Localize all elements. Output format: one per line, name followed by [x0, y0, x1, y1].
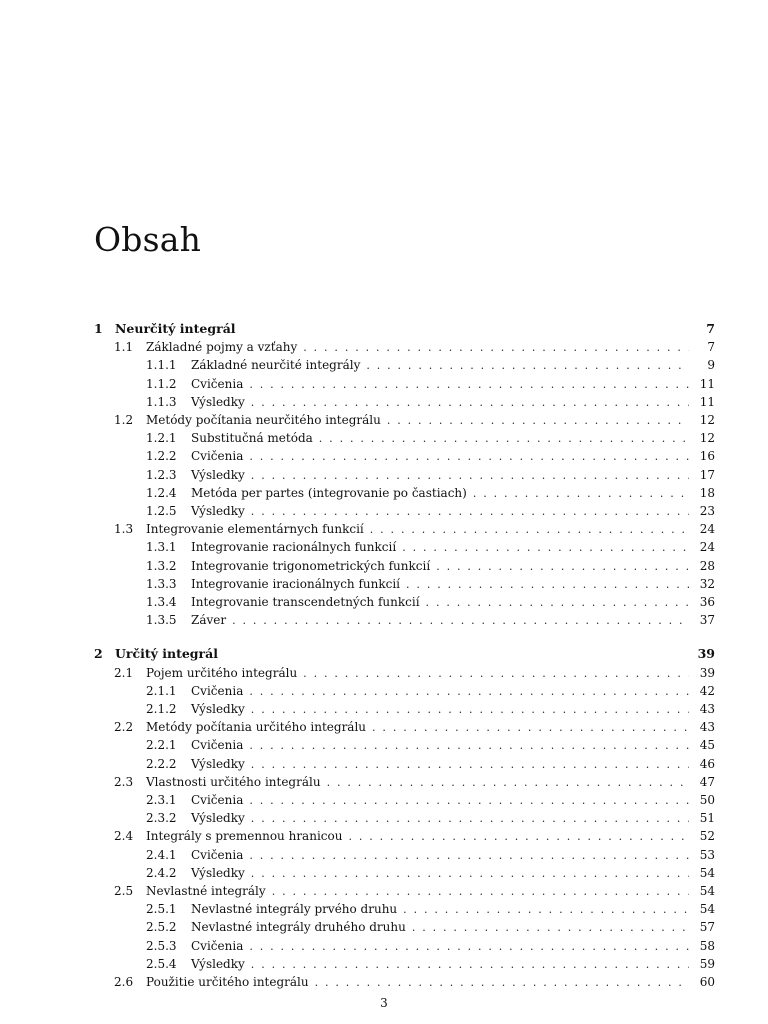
toc-entry-page-number: 28 — [699, 558, 715, 573]
toc-entry-number: 2.3.2 — [146, 811, 177, 826]
toc-entry-page-number: 52 — [699, 829, 715, 844]
toc-subsection-entry[interactable] — [94, 375, 715, 393]
toc-subsection-entry[interactable] — [94, 955, 715, 973]
toc-entry-number: 2.5.4 — [146, 956, 177, 971]
toc-entry-page-number: 24 — [699, 522, 715, 537]
toc-entry-number: 2.2 — [114, 720, 134, 735]
toc-subsection-entry[interactable] — [94, 557, 715, 575]
toc-subsection-entry[interactable] — [94, 356, 715, 374]
toc-dot-leader — [402, 539, 689, 557]
toc-dot-leader — [251, 701, 689, 719]
toc-entry-number: 1.1 — [114, 340, 134, 355]
toc-section-entry[interactable] — [94, 338, 715, 356]
toc-entry-number: 2.5.3 — [146, 938, 177, 953]
toc-entry-number: 2.2.2 — [146, 756, 177, 771]
toc-section-entry[interactable] — [94, 718, 715, 736]
toc-entry-number: 1.3.5 — [146, 613, 177, 628]
toc-entry-title: Cvičenia — [191, 938, 244, 953]
toc-entry-page-number: 54 — [699, 865, 715, 880]
toc-dot-leader — [315, 974, 689, 992]
toc-dot-leader — [426, 594, 689, 612]
toc-entry-title: Nevlastné integrály — [146, 884, 266, 898]
toc-entry-title: Integrovanie elementárnych funkcií — [146, 522, 364, 537]
toc-subsection-entry[interactable] — [94, 791, 715, 809]
toc-entry-number: 1 — [94, 321, 103, 336]
toc-entry-number: 2.5.2 — [146, 920, 177, 935]
toc-entry-number: 1.3.4 — [146, 595, 177, 609]
toc-entry-title: Metódy počítania neurčitého integrálu — [146, 413, 381, 427]
toc-subsection-entry[interactable] — [94, 918, 715, 936]
toc-dot-leader — [272, 883, 689, 901]
toc-subsection-entry[interactable] — [94, 538, 715, 556]
toc-entry-page-number: 16 — [699, 449, 715, 464]
toc-entry-title: Neurčitý integrál — [115, 321, 236, 336]
toc-entry-page-number: 43 — [699, 720, 715, 735]
toc-dot-leader — [387, 412, 689, 430]
toc-entry-page-number: 54 — [699, 884, 715, 898]
toc-entry-title: Záver — [191, 613, 227, 628]
toc-entry-page-number: 53 — [699, 847, 715, 862]
toc-entry-number: 1.3.2 — [146, 558, 177, 573]
toc-entry-number: 1.2.4 — [146, 485, 177, 500]
toc-entry-page-number: 18 — [699, 485, 715, 500]
toc-section-entry[interactable] — [94, 827, 715, 845]
toc-dot-leader — [366, 357, 689, 375]
toc-entry-page-number: 36 — [699, 595, 715, 609]
toc-entry-title: Substitučná metóda — [191, 431, 313, 446]
toc-entry-page-number: 12 — [699, 431, 715, 446]
toc-entry-page-number: 39 — [697, 646, 715, 662]
toc-entry-number: 2.4 — [114, 829, 134, 844]
toc-entry-title: Výsledky — [191, 504, 245, 518]
toc-subsection-entry[interactable] — [94, 575, 715, 593]
toc-dot-leader — [473, 485, 689, 503]
toc-entry-number: 1.1.3 — [146, 394, 177, 409]
toc-subsection-entry[interactable] — [94, 429, 715, 447]
toc-entry-title: Cvičenia — [191, 847, 244, 862]
toc-entry-number: 2.2.1 — [146, 738, 177, 753]
toc-entry-title: Základné neurčité integrály — [191, 358, 361, 373]
toc-entry-title: Pojem určitého integrálu — [146, 665, 298, 680]
toc-entry-page-number: 42 — [699, 683, 715, 698]
toc-entry-title: Integrovanie transcendetných funkcií — [191, 595, 420, 609]
toc-entry-page-number: 11 — [699, 394, 715, 409]
toc-entry-page-number: 43 — [699, 702, 715, 716]
toc-entry-title: Cvičenia — [191, 793, 244, 807]
toc-dot-leader — [249, 792, 689, 810]
toc-dot-leader — [251, 956, 689, 974]
toc-dot-leader — [348, 828, 689, 846]
toc-entry-title: Cvičenia — [191, 738, 244, 753]
toc-dot-leader — [249, 847, 689, 865]
toc-entry-page-number: 9 — [707, 358, 715, 373]
toc-subsection-entry[interactable] — [94, 700, 715, 718]
toc-entry-number: 2.5 — [114, 884, 134, 898]
toc-subsection-entry[interactable] — [94, 484, 715, 502]
toc-entry-page-number: 39 — [699, 665, 715, 680]
toc-subsection-entry[interactable] — [94, 846, 715, 864]
toc-entry-page-number: 24 — [699, 540, 715, 555]
toc-dot-leader — [249, 448, 689, 466]
toc-entry-number: 1.2.5 — [146, 504, 177, 518]
toc-entry-title: Výsledky — [191, 756, 245, 771]
toc-entry-page-number: 58 — [699, 938, 715, 953]
toc-entry-page-number: 32 — [699, 576, 715, 591]
toc-entry-number: 1.3.1 — [146, 540, 177, 555]
toc-dot-leader — [372, 719, 689, 737]
toc-entry-page-number: 12 — [699, 413, 715, 427]
toc-entry-page-number: 45 — [699, 738, 715, 753]
toc-entry-number: 1.1.2 — [146, 376, 177, 391]
toc-dot-leader — [249, 737, 689, 755]
toc-dot-leader — [412, 919, 689, 937]
toc-entry-number: 1.2.3 — [146, 467, 177, 482]
footer-page-number: 3 — [380, 996, 388, 1010]
toc-entry-title: Výsledky — [191, 811, 245, 826]
toc-entry-number: 2.1 — [114, 665, 134, 680]
toc-entry-number: 2.3 — [114, 774, 134, 789]
toc-entry-title: Nevlastné integrály prvého druhu — [191, 902, 398, 917]
toc-entry-page-number: 47 — [699, 774, 715, 789]
toc-chapter-entry[interactable] — [94, 645, 715, 663]
toc-entry-number: 1.3.3 — [146, 576, 177, 591]
toc-entry-number: 1.1.1 — [146, 358, 177, 373]
toc-entry-title: Výsledky — [191, 394, 245, 409]
toc-entry-title: Výsledky — [191, 956, 245, 971]
toc-subsection-entry[interactable] — [94, 447, 715, 465]
toc-dot-leader — [327, 774, 689, 792]
toc-entry-title: Výsledky — [191, 702, 245, 716]
toc-entry-page-number: 57 — [699, 920, 715, 935]
toc-section-entry[interactable] — [94, 664, 715, 682]
toc-dot-leader — [319, 430, 689, 448]
toc-entry-title: Integrovanie trigonometrických funkcií — [191, 558, 431, 573]
toc-subsection-entry[interactable] — [94, 393, 715, 411]
toc-entry-title: Cvičenia — [191, 449, 244, 464]
toc-section-entry[interactable] — [94, 773, 715, 791]
toc-entry-page-number: 7 — [706, 321, 715, 336]
toc-subsection-entry[interactable] — [94, 809, 715, 827]
toc-dot-leader — [251, 756, 689, 774]
toc-entry-number: 2.1.2 — [146, 702, 177, 716]
toc-entry-title: Integrovanie racionálnych funkcií — [191, 540, 397, 555]
toc-subsection-entry[interactable] — [94, 502, 715, 520]
toc-entry-title: Cvičenia — [191, 376, 244, 391]
toc-entry-number: 2.5.1 — [146, 902, 177, 917]
toc-entry-title: Vlastnosti určitého integrálu — [146, 774, 321, 789]
toc-entry-number: 2.6 — [114, 975, 134, 989]
toc-subsection-entry[interactable] — [94, 736, 715, 754]
toc-entry-title: Metóda per partes (integrovanie po častiach) — [191, 485, 467, 500]
toc-entry-title: Metódy počítania určitého integrálu — [146, 720, 367, 735]
toc-entry-number: 2.3.1 — [146, 793, 177, 807]
toc-entry-page-number: 59 — [699, 956, 715, 971]
toc-entry-number: 2.1.1 — [146, 683, 177, 698]
toc-dot-leader — [251, 394, 689, 412]
toc-dot-leader — [232, 612, 689, 630]
toc-subsection-entry[interactable] — [94, 900, 715, 918]
toc-dot-leader — [403, 901, 689, 919]
toc-entry-number: 1.3 — [114, 522, 134, 537]
toc-entry-page-number: 50 — [699, 793, 715, 807]
toc-subsection-entry[interactable] — [94, 864, 715, 882]
toc-entry-page-number: 7 — [707, 340, 715, 355]
toc-dot-leader — [251, 503, 689, 521]
toc-dot-leader — [303, 665, 689, 683]
toc-entry-title: Základné pojmy a vzťahy — [146, 340, 298, 355]
toc-entry-number: 2 — [94, 646, 103, 662]
toc-entry-title: Nevlastné integrály druhého druhu — [191, 920, 406, 935]
toc-section-entry[interactable] — [94, 411, 715, 429]
toc-section-entry[interactable] — [94, 973, 715, 991]
toc-entry-page-number: 46 — [699, 756, 715, 771]
toc-entry-title: Výsledky — [191, 467, 245, 482]
toc-entry-page-number: 23 — [699, 504, 715, 518]
toc-entry-page-number: 60 — [699, 975, 715, 989]
toc-subsection-entry[interactable] — [94, 593, 715, 611]
toc-entry-number: 1.2.2 — [146, 449, 177, 464]
toc-entry-title: Cvičenia — [191, 683, 244, 698]
toc-entry-number: 1.2.1 — [146, 431, 177, 446]
toc-chapter-entry[interactable] — [94, 320, 715, 338]
toc-dot-leader — [251, 865, 689, 883]
toc-dot-leader — [406, 576, 689, 594]
toc-entry-title: Integrovanie iracionálnych funkcií — [191, 576, 401, 591]
toc-entry-title: Integrály s premennou hranicou — [146, 829, 343, 844]
toc-dot-leader — [251, 810, 689, 828]
toc-entry-number: 2.4.2 — [146, 865, 177, 880]
toc-dot-leader — [249, 938, 689, 956]
toc-dot-leader — [303, 339, 689, 357]
toc-subsection-entry[interactable] — [94, 682, 715, 700]
toc-subsection-entry[interactable] — [94, 755, 715, 773]
toc-section-entry[interactable] — [94, 882, 715, 900]
toc-subsection-entry[interactable] — [94, 937, 715, 955]
toc-entry-page-number: 11 — [699, 376, 715, 391]
page-title: Obsah — [94, 220, 202, 259]
toc-entry-title: Určitý integrál — [115, 646, 218, 662]
toc-dot-leader — [251, 467, 689, 485]
toc-dot-leader — [436, 558, 689, 576]
toc-entry-page-number: 37 — [699, 613, 715, 628]
toc-dot-leader — [249, 376, 689, 394]
toc-entry-page-number: 54 — [699, 902, 715, 917]
toc-entry-page-number: 51 — [699, 811, 715, 826]
toc-entry-title: Výsledky — [191, 865, 245, 880]
toc-section-entry[interactable] — [94, 520, 715, 538]
toc-entry-title: Použitie určitého integrálu — [146, 975, 309, 989]
toc-dot-leader — [249, 683, 689, 701]
toc-subsection-entry[interactable] — [94, 466, 715, 484]
toc-entry-number: 2.4.1 — [146, 847, 177, 862]
toc-entry-number: 1.2 — [114, 413, 134, 427]
toc-subsection-entry[interactable] — [94, 611, 715, 629]
toc-entry-page-number: 17 — [699, 467, 715, 482]
toc-dot-leader — [370, 521, 689, 539]
